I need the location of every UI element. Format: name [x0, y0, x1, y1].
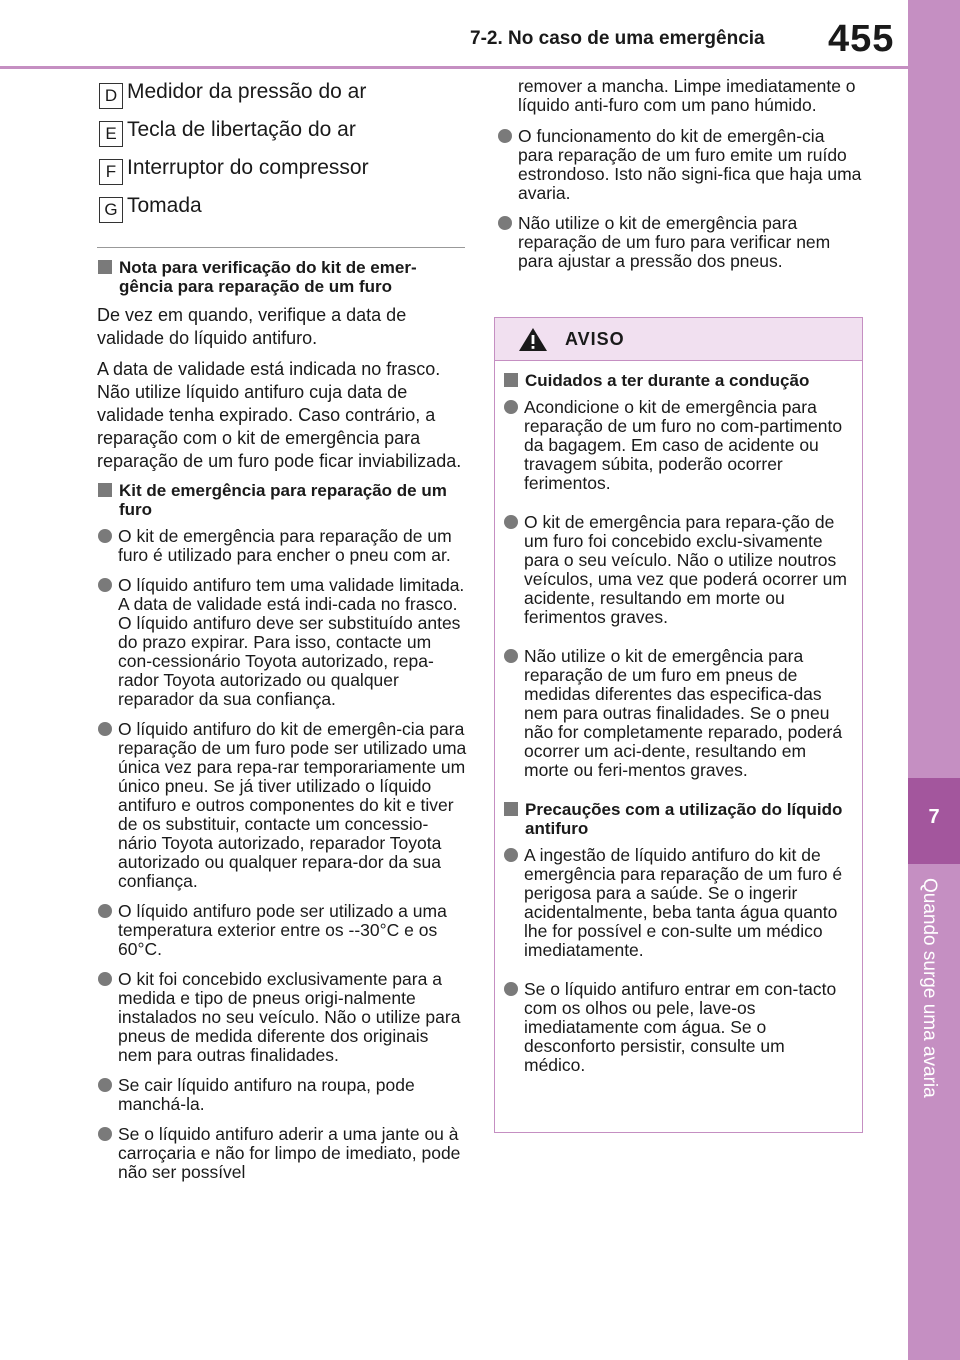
- circle-bullet-icon: [98, 904, 112, 918]
- section-heading: [97, 258, 467, 296]
- list-item: [97, 527, 467, 565]
- list-item: [503, 980, 850, 1075]
- chapter-label: Quando surge uma avaria: [919, 878, 940, 1098]
- paragraph: A data de validade está indicada no frasco. Não utilize líquido antifuro cuja data de validade tenha expirado. Caso contrário, a reparação com o kit de emergência para reparação de um furo pode ficar inviabilizada.: [97, 359, 462, 471]
- list-item: [97, 720, 467, 891]
- list-item-text: Se o líquido antifuro entrar em con-tacto com os olhos ou pele, lave-os imediatamente com água. Se o desconforto persistir, consulte um médico.: [524, 979, 837, 1075]
- list-item: [97, 1076, 467, 1114]
- legend-text: Tecla de libertação do ar: [127, 118, 356, 141]
- list-item-text: Não utilize o kit de emergência para reparação de um furo para verificar nem para ajustar a pressão dos pneus.: [518, 213, 831, 271]
- square-bullet-icon: [504, 802, 518, 816]
- legend-item: [97, 153, 467, 191]
- circle-bullet-icon: [504, 982, 518, 996]
- list-item-text: O líquido antifuro pode ser utilizado a uma temperatura exterior entre os --30°C e os 60°C.: [118, 901, 447, 959]
- list-item: [503, 846, 850, 960]
- list-item: [97, 1125, 467, 1182]
- paragraph: De vez em quando, verifique a data de validade do líquido antifuro.: [97, 305, 407, 348]
- list-item: [497, 127, 863, 203]
- left-column: [97, 77, 467, 1193]
- circle-bullet-icon: [98, 529, 112, 543]
- circle-bullet-icon: [98, 972, 112, 986]
- heading-text: Kit de emergência para reparação de um furo: [119, 481, 447, 519]
- heading-text: Cuidados a ter durante a condução: [525, 371, 810, 390]
- warning-box: [494, 317, 863, 1133]
- warning-body: [495, 361, 862, 1075]
- circle-bullet-icon: [498, 216, 512, 230]
- list-item: [97, 902, 467, 959]
- list-item: [503, 398, 850, 493]
- list-item-text: O líquido antifuro tem uma validade limitada. A data de validade está indi-cada no frasco. O líquido antifuro deve ser substituído antes do prazo expirar. Para isso, contacte um con-cessionário Toyota autorizado, repa-rador Toyota autorizado ou qualquer reparador da sua confiança.: [118, 575, 465, 709]
- divider: [97, 247, 465, 248]
- circle-bullet-icon: [504, 515, 518, 529]
- chapter-number: 7: [928, 806, 940, 828]
- legend-letter: G: [99, 197, 123, 223]
- header-rule: [0, 66, 908, 69]
- section-heading: [97, 481, 467, 519]
- circle-bullet-icon: [504, 400, 518, 414]
- page-number: 455: [828, 18, 895, 60]
- right-column: [497, 77, 863, 282]
- section-heading: [503, 371, 850, 390]
- square-bullet-icon: [98, 260, 112, 274]
- legend-letter: D: [99, 83, 123, 109]
- list-item-text: O kit de emergência para repara-ção de um furo foi concebido exclu-sivamente para o seu veículo. Não o utilize noutros veículos, uma vez que poderá ocorrer um acidente, resultando em morte ou ferimentos graves.: [524, 512, 847, 627]
- section-title: 7-2. No caso de uma emergência: [470, 28, 765, 49]
- circle-bullet-icon: [504, 649, 518, 663]
- heading-text: Nota para verificação do kit de emer-gência para reparação de um furo: [119, 258, 417, 296]
- legend-text: Tomada: [127, 194, 202, 217]
- list-item-text: O funcionamento do kit de emergên-cia para reparação de um furo emite um ruído estrondoso. Isto não signi-fica que haja uma avaria.: [518, 126, 862, 203]
- list-item: [503, 513, 850, 627]
- legend-letter: E: [99, 121, 123, 147]
- warning-title: AVISO: [565, 329, 625, 349]
- legend-item: [97, 115, 467, 153]
- circle-bullet-icon: [498, 129, 512, 143]
- list-item: [497, 214, 863, 271]
- circle-bullet-icon: [98, 578, 112, 592]
- legend-letter: F: [99, 159, 123, 185]
- legend-item: [97, 77, 467, 115]
- list-item: [97, 970, 467, 1065]
- heading-text: Precauções com a utilização do líquido antifuro: [525, 800, 843, 838]
- list-item-text: O líquido antifuro do kit de emergên-cia para reparação de um furo pode ser utilizado uma única vez para repa-rar temporariamente um único pneu. Se já tiver utilizado o líquido antifuro e outros componentes do kit e tiver de os substituir, contacte um concessio-nário Toyota autorizado, reparador Toyota autorizado ou qualquer repara-dor da sua confiança.: [118, 719, 467, 891]
- circle-bullet-icon: [98, 1127, 112, 1141]
- square-bullet-icon: [98, 483, 112, 497]
- continued-text: remover a mancha. Limpe imediatamente o líquido anti-furo com um pano húmido.: [518, 76, 856, 115]
- warning-header: [495, 318, 862, 361]
- chapter-side-strip: [908, 0, 960, 1360]
- list-item-text: Não utilize o kit de emergência para reparação de um furo em pneus de medidas diferentes das especifica-das nem para outras finalidades. Se o pneu não for completamente reparado, poderá ocorrer um aci-dente, resultando em morte ou feri-mentos graves.: [524, 646, 843, 780]
- list-item: [97, 576, 467, 709]
- list-item: [503, 647, 850, 780]
- warning-triangle-icon: [518, 327, 548, 352]
- legend-text: Interruptor do compressor: [127, 156, 369, 179]
- list-item-text: Acondicione o kit de emergência para reparação de um furo no com-partimento da bagagem. Em caso de acidente ou travagem súbita, poderão ocorrer ferimentos.: [524, 397, 843, 493]
- section-heading: [503, 800, 850, 838]
- list-item-text: Se o líquido antifuro aderir a uma jante ou à carroçaria e não for limpo de imediato, pode não ser possível: [118, 1124, 461, 1182]
- list-item-text: Se cair líquido antifuro na roupa, pode manchá-la.: [118, 1075, 415, 1114]
- legend-item: [97, 191, 467, 229]
- square-bullet-icon: [504, 373, 518, 387]
- list-item-text: A ingestão de líquido antifuro do kit de emergência para reparação de um furo é perigosa para a saúde. Se o ingerir acidentalmente, beba tanta água quanto lhe for possível e con-sulte um médico imediatamente.: [524, 845, 843, 960]
- circle-bullet-icon: [98, 722, 112, 736]
- legend-text: Medidor da pressão do ar: [127, 80, 367, 103]
- list-item-text: O kit foi concebido exclusivamente para a medida e tipo de pneus origi-nalmente instalados no seu veículo. Não o utilize para pneus de medida diferente dos originais nem para outras finalidades.: [118, 969, 461, 1065]
- circle-bullet-icon: [98, 1078, 112, 1092]
- list-item-text: O kit de emergência para reparação de um furo é utilizado para encher o pneu com ar.: [118, 526, 452, 565]
- circle-bullet-icon: [504, 848, 518, 862]
